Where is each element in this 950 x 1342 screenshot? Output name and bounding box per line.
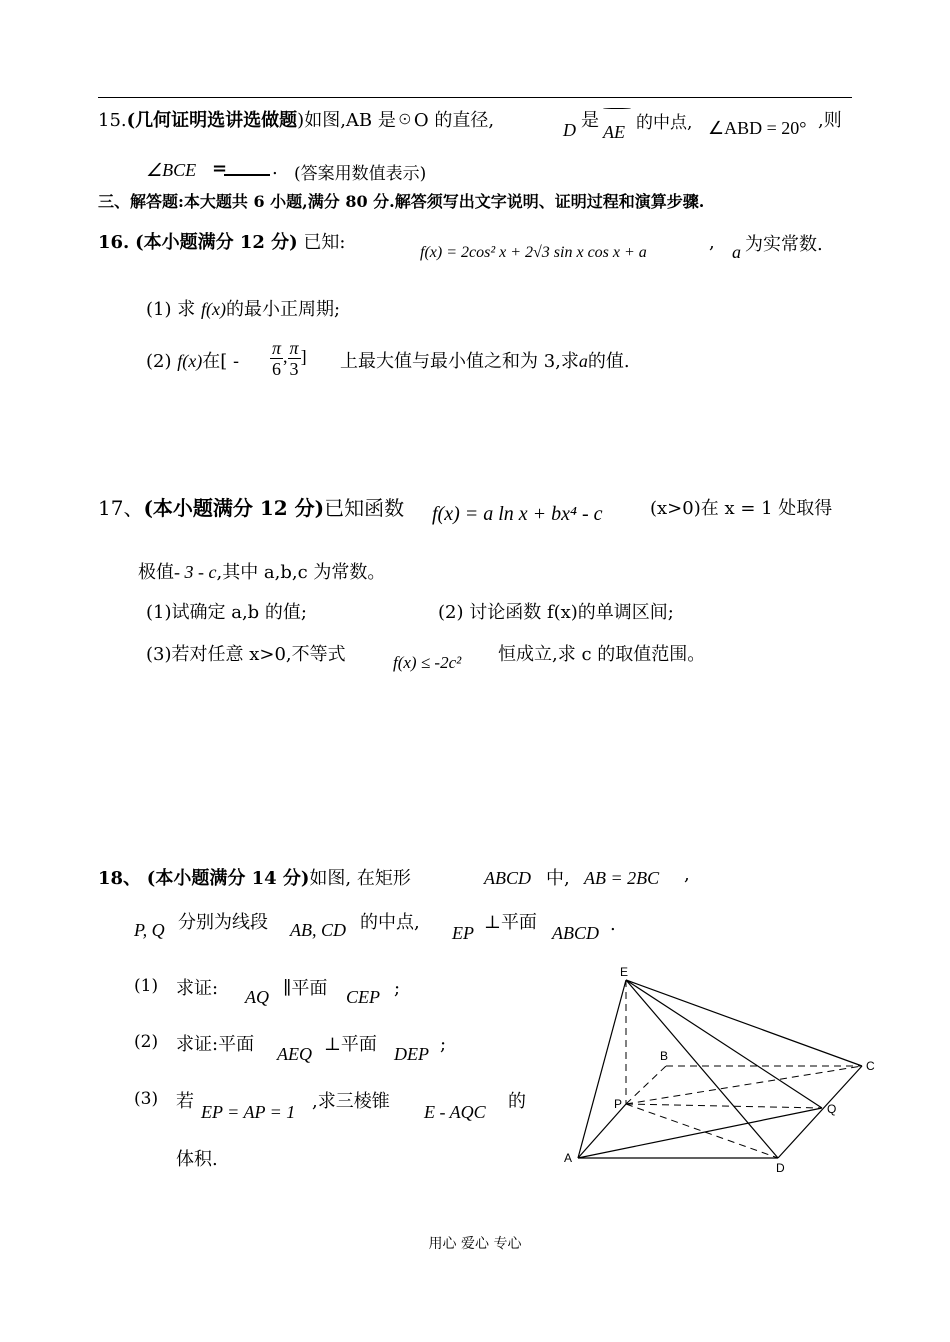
label-d: D	[776, 1161, 785, 1175]
q18-ab-eq: AB = 2BC	[584, 868, 660, 888]
q16-p1-text-a: 求	[177, 299, 196, 320]
q17-part3-b: 恒成立,求 c 的取值范围。	[498, 644, 706, 665]
q18-p3-b: ,求三棱锥	[312, 1091, 390, 1112]
q18-line1	[98, 864, 411, 890]
q16-p2-rest: 上最大值与最小值之和为 3,求a的值.	[340, 351, 630, 372]
edge-pc	[626, 1066, 862, 1104]
q18-p3-label: (3)	[134, 1089, 159, 1109]
q17-part3-a: (3)若对任意 x>0,不等式	[146, 644, 346, 665]
q18-p1-cep: CEP	[346, 987, 380, 1007]
q18-p3-text: 若	[176, 1091, 194, 1112]
q18-tag: (本小题满分 14 分)	[146, 868, 310, 889]
q18-p2-text: 求证:平面	[176, 1034, 255, 1055]
q18-p2-perp: ⊥平面	[324, 1034, 377, 1055]
label-p: P	[614, 1097, 623, 1111]
q15-angle-bce: ∠BCE	[146, 160, 197, 180]
q18-p2-label: (2)	[134, 1032, 159, 1052]
q17-text-a: 已知函数	[324, 496, 405, 520]
label-b: B	[660, 1049, 669, 1063]
q17-ineq: f(x) ≤ -2c²	[393, 653, 462, 672]
q18-p2-dep: DEP	[394, 1044, 429, 1064]
q15-text-a: 如图,AB 是☉O 的直径,	[304, 110, 495, 131]
q18-p1-end: ;	[394, 978, 401, 999]
q18-ep: EP	[452, 923, 474, 943]
section-heading: 三、解答题:本大题共 6 小题,满分 80 分.解答须写出文字说明、证明过程和演算步骤.	[98, 192, 705, 211]
q16-frac-pi6: $\frac{\pi}{6}$	[272, 338, 282, 379]
q18-dot: .	[610, 914, 616, 935]
q15-angle-abd: ∠ABD = 20°	[708, 118, 807, 138]
q18-p1-par: ∥平面	[283, 978, 328, 999]
q18-number: 18、	[98, 868, 142, 889]
q17-line2: 极值- 3 - c,其中 a,b,c 为常数。	[138, 562, 386, 583]
q15-var-d: D	[563, 120, 576, 140]
q15-text-b: 是	[581, 110, 599, 131]
q15-line1	[98, 106, 494, 132]
q16-var-a: a	[732, 242, 741, 262]
pyramid-figure	[550, 960, 890, 1180]
q16-formula: f(x) = 2cos² x + 2√3 sin x cos x + a	[420, 244, 647, 261]
edge-pb	[626, 1066, 666, 1104]
edge-pq	[626, 1104, 822, 1108]
edge-dc	[778, 1066, 862, 1158]
q17-line1	[98, 492, 404, 521]
q16-part2	[146, 347, 239, 373]
q15-number: 15.	[98, 110, 127, 131]
q15-equals: =	[212, 158, 228, 179]
q16-p2-fx: f(x)	[177, 351, 203, 371]
q18-perp-plane: ⊥平面	[484, 912, 537, 933]
q16-comma: ,	[709, 232, 715, 253]
label-c: C	[866, 1059, 875, 1073]
q18-p1-label: (1)	[134, 976, 159, 996]
q16-interval: $\frac{\pi}{6}$ , $\frac{\pi}{3}$ ]	[272, 338, 307, 379]
q15-arc-mark	[603, 108, 631, 109]
q17-text-b: (x>0)在 x = 1 处取得	[650, 498, 833, 519]
q18-pq: P, Q	[134, 920, 165, 940]
q15-blank	[224, 158, 270, 180]
q16-const: 为实常数.	[745, 234, 823, 255]
q18-p2-end: ;	[440, 1034, 447, 1055]
q17-part1: (1)试确定 a,b 的值;	[146, 602, 307, 623]
q18-abcd2: ABCD	[552, 923, 599, 943]
q18-text-c: ,	[684, 864, 690, 885]
q18-p2-aeq: AEQ	[277, 1044, 312, 1064]
q15-text-c: 的中点,	[636, 113, 693, 133]
q16-frac-pi3: $\frac{\pi}{3}$	[289, 338, 299, 379]
q16-p1-text-b: 的最小正周期;	[225, 299, 341, 320]
q18-text-a: 如图, 在矩形	[309, 868, 411, 889]
q18-p1-aq: AQ	[245, 987, 269, 1007]
edge-eq	[626, 980, 822, 1108]
q16-p1-label: (1)	[146, 299, 172, 320]
q16-p2-in: 在[ -	[202, 351, 240, 372]
label-a: A	[564, 1151, 573, 1165]
q16-tag: (本小题满分 12 分)	[135, 232, 298, 253]
q15-tag-close: )	[297, 110, 305, 131]
q16-line1	[98, 228, 346, 254]
q15-hint: (答案用数值表示)	[294, 164, 427, 184]
q16-p2-label: (2)	[146, 351, 172, 372]
q18-text-e: 的中点,	[360, 912, 420, 933]
header-rule	[98, 97, 852, 98]
q18-ab-cd: AB, CD	[290, 920, 346, 940]
q17-extreme-val: - 3 - c	[174, 562, 217, 582]
q17-number: 17、	[98, 496, 144, 520]
q18-p3-tet: E - AQC	[424, 1102, 486, 1122]
q16-known: 已知:	[303, 232, 346, 253]
q16-p1-fx: f(x)	[200, 299, 226, 319]
q18-p3-eq: EP = AP = 1	[201, 1102, 296, 1122]
q16-part1	[146, 295, 340, 321]
label-q: Q	[827, 1102, 837, 1116]
q18-abcd: ABCD	[484, 868, 531, 888]
q17-formula: f(x) = a ln x + bx⁴ - c	[432, 503, 603, 525]
q15-arc-ae: AE	[603, 122, 625, 142]
q18-p1-text: 求证:	[176, 978, 219, 999]
q15-text-d: ,则	[818, 110, 842, 131]
q15-period: .	[272, 158, 278, 179]
q18-text-b: 中,	[546, 868, 570, 889]
q18-p3-d: 体积.	[176, 1149, 218, 1170]
q18-p3-c: 的	[508, 1091, 526, 1112]
q16-number: 16.	[98, 232, 130, 253]
edge-ed	[626, 980, 778, 1158]
page-footer: 用心 爱心 专心	[428, 1236, 522, 1252]
q17-tag: (本小题满分 12 分)	[143, 496, 325, 520]
label-e: E	[620, 965, 629, 979]
q16-p2-a: a	[578, 351, 588, 371]
q15-tag: (几何证明选讲选做题	[126, 110, 298, 131]
q18-text-d: 分别为线段	[178, 912, 268, 933]
q17-part2: (2) 讨论函数 f(x)的单调区间;	[438, 602, 674, 623]
